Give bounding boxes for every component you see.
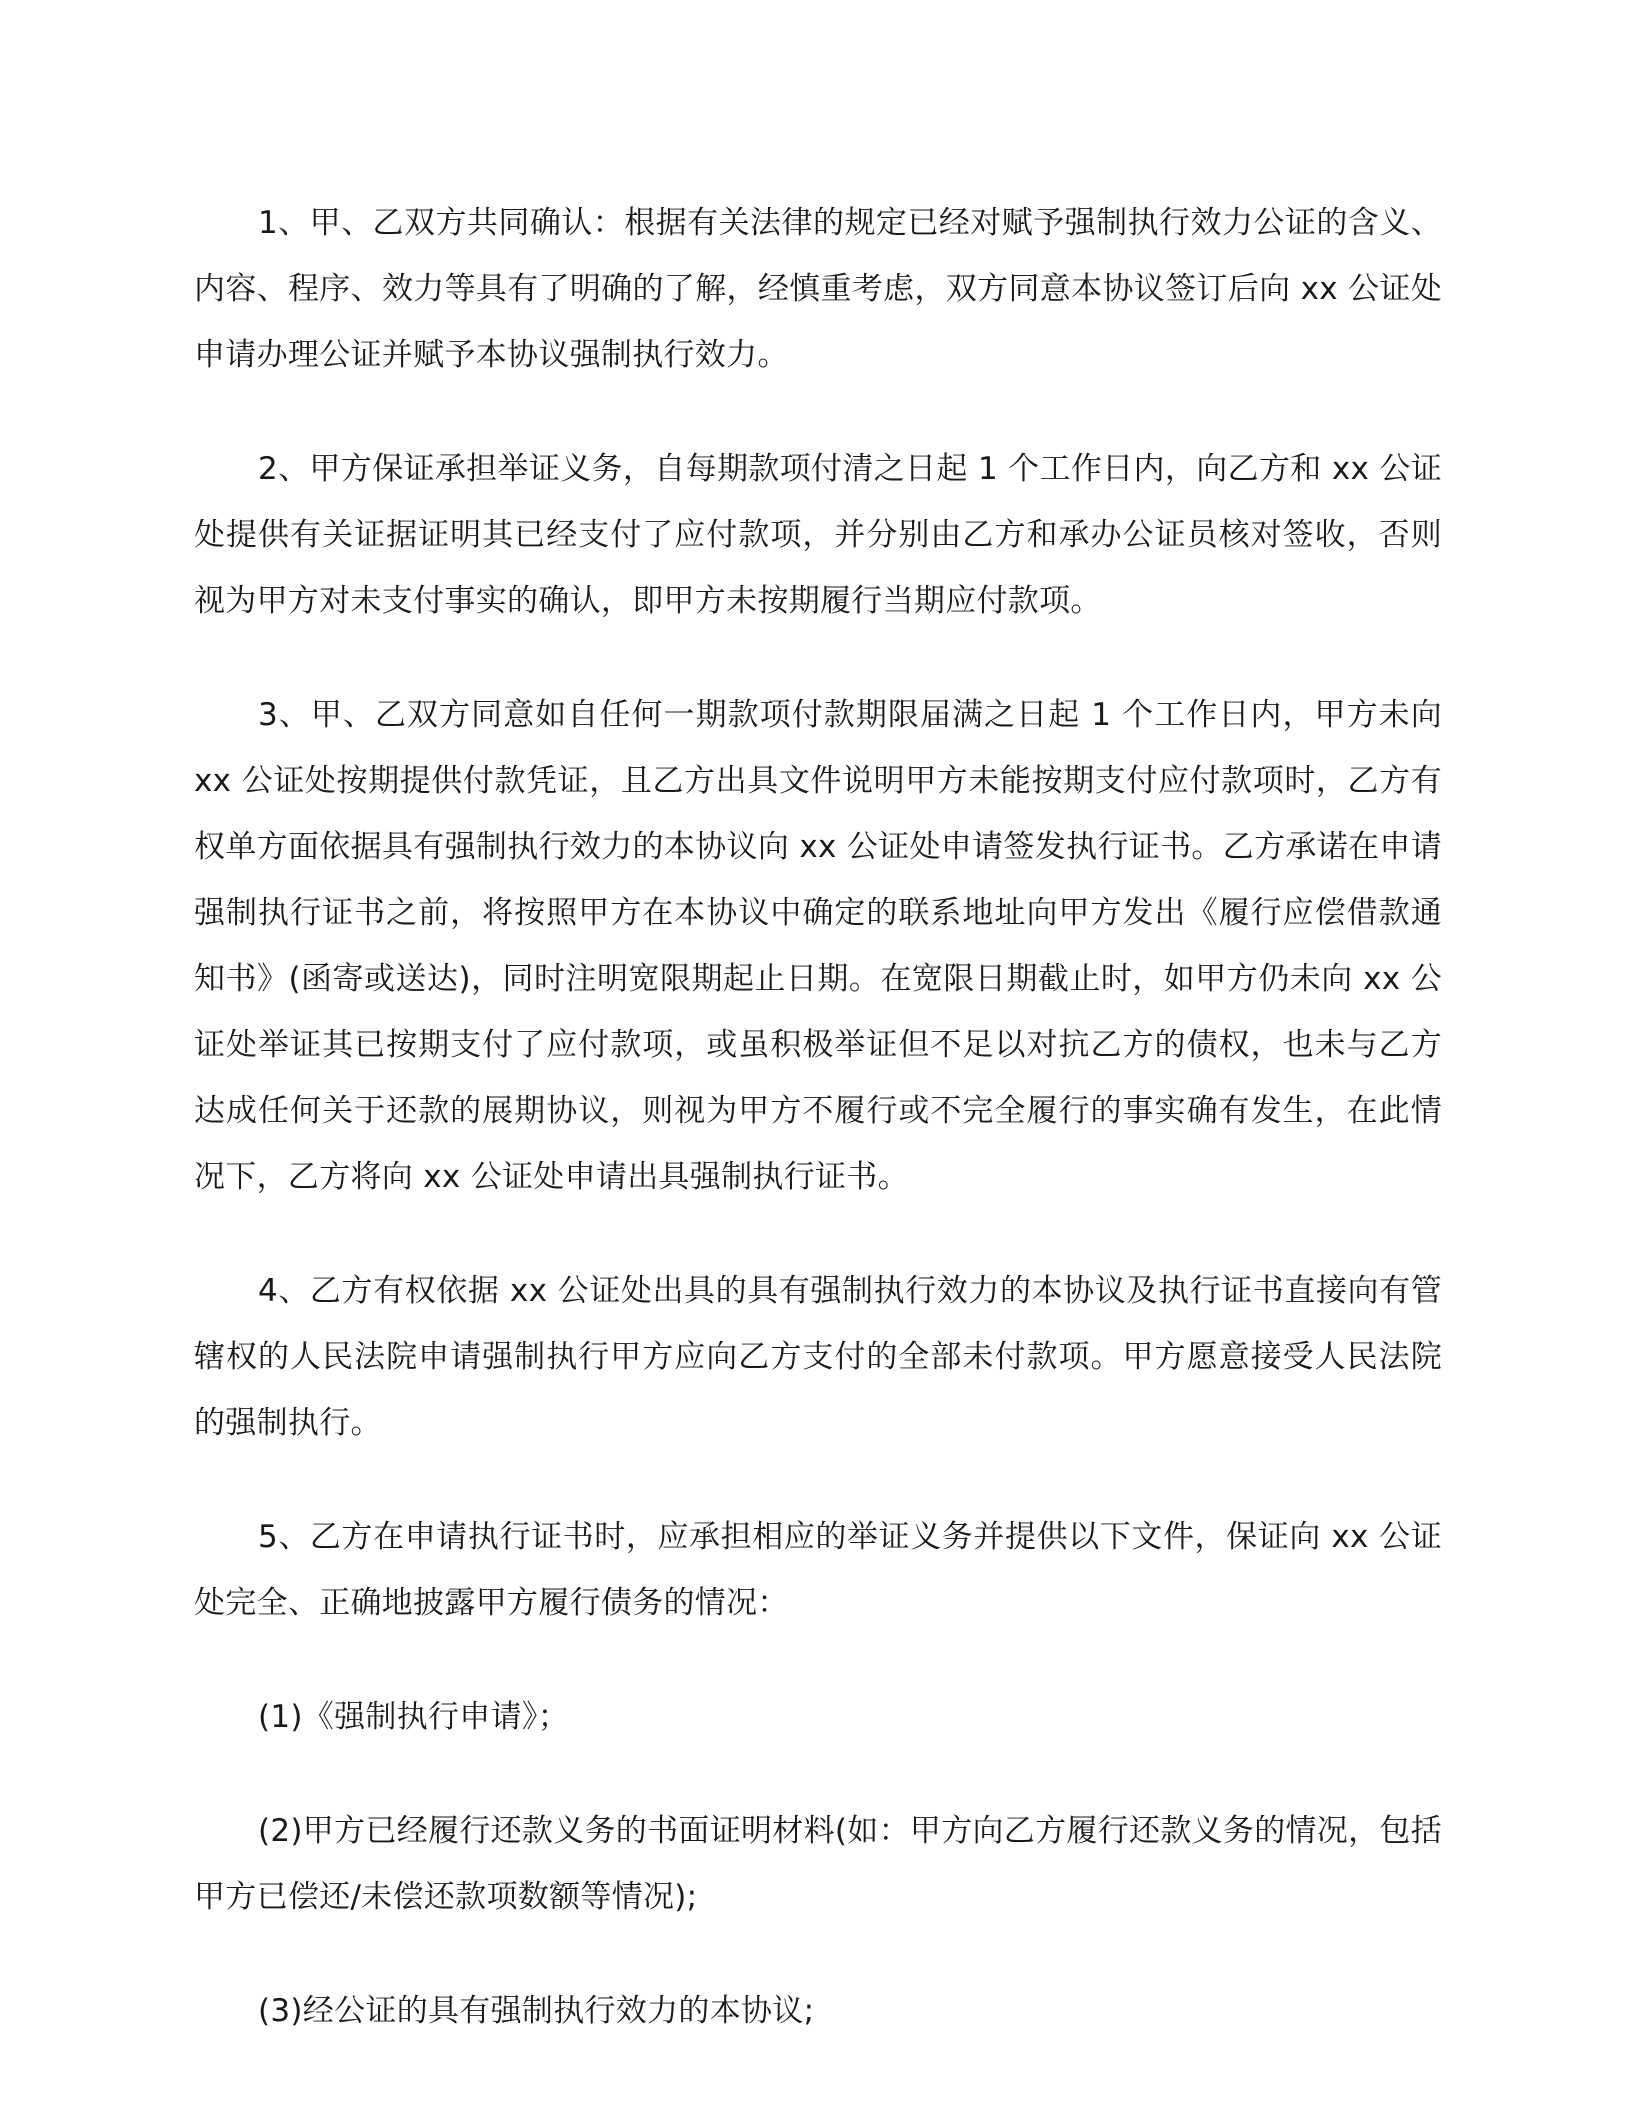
clause-3-paragraph: 3、甲、乙双方同意如自任何一期款项付款期限届满之日起 1 个工作日内，甲方未向 xx 公证处按期提供付款凭证，且乙方出具文件说明甲方未能按期支付应付款项时，乙方有权单方面依据具有强制执行效力的本协议向 xx 公证处申请签发执行证书。乙方承诺在申请强制执行证书之前，将按照甲方在本协议中确定的联系地址向甲方发出《履行应偿借款通知书》(函寄或送达)，同时注明宽限期起止日期。在宽限日期截止时，如甲方仍未向 xx 公证处举证其已按期支付了应付款项，或虽积极举证但不足以对抗乙方的债权，也未与乙方达成任何关于还款的展期协议，则视为甲方不履行或不完全履行的事实确有发生，在此情况下，乙方将向 xx 公证处申请出具强制执行证书。 <box>194 697 1442 1195</box>
clause-5-paragraph: 5、乙方在申请执行证书时，应承担相应的举证义务并提供以下文件，保证向 xx 公证处完全、正确地披露甲方履行债务的情况： <box>194 1519 1442 1621</box>
list-item-1: (1)《强制执行申请》； <box>258 1699 570 1735</box>
list-item-3: (3)经公证的具有强制执行效力的本协议; <box>258 1993 815 2029</box>
clause-4-paragraph: 4、乙方有权依据 xx 公证处出具的具有强制执行效力的本协议及执行证书直接向有管辖权的人民法院申请强制执行甲方应向乙方支付的全部未付款项。甲方愿意接受人民法院的强制执行。 <box>194 1273 1442 1441</box>
clause-2-paragraph: 2、甲方保证承担举证义务，自每期款项付清之日起 1 个工作日内，向乙方和 xx 公证处提供有关证据证明其已经支付了应付款项，并分别由乙方和承办公证员核对签收，否则视为甲方对未支付事实的确认，即甲方未按期履行当期应付款项。 <box>194 451 1442 619</box>
list-item-2: (2)甲方已经履行还款义务的书面证明材料(如：甲方向乙方履行还款义务的情况，包括甲方已偿还/未偿还款项数额等情况); <box>194 1813 1443 1915</box>
document-body <box>194 190 1442 2092</box>
clause-1-paragraph: 1、甲、乙双方共同确认：根据有关法律的规定已经对赋予强制执行效力公证的含义、内容、程序、效力等具有了明确的了解，经慎重考虑，双方同意本协议签订后向 xx 公证处申请办理公证并赋予本协议强制执行效力。 <box>194 205 1442 373</box>
